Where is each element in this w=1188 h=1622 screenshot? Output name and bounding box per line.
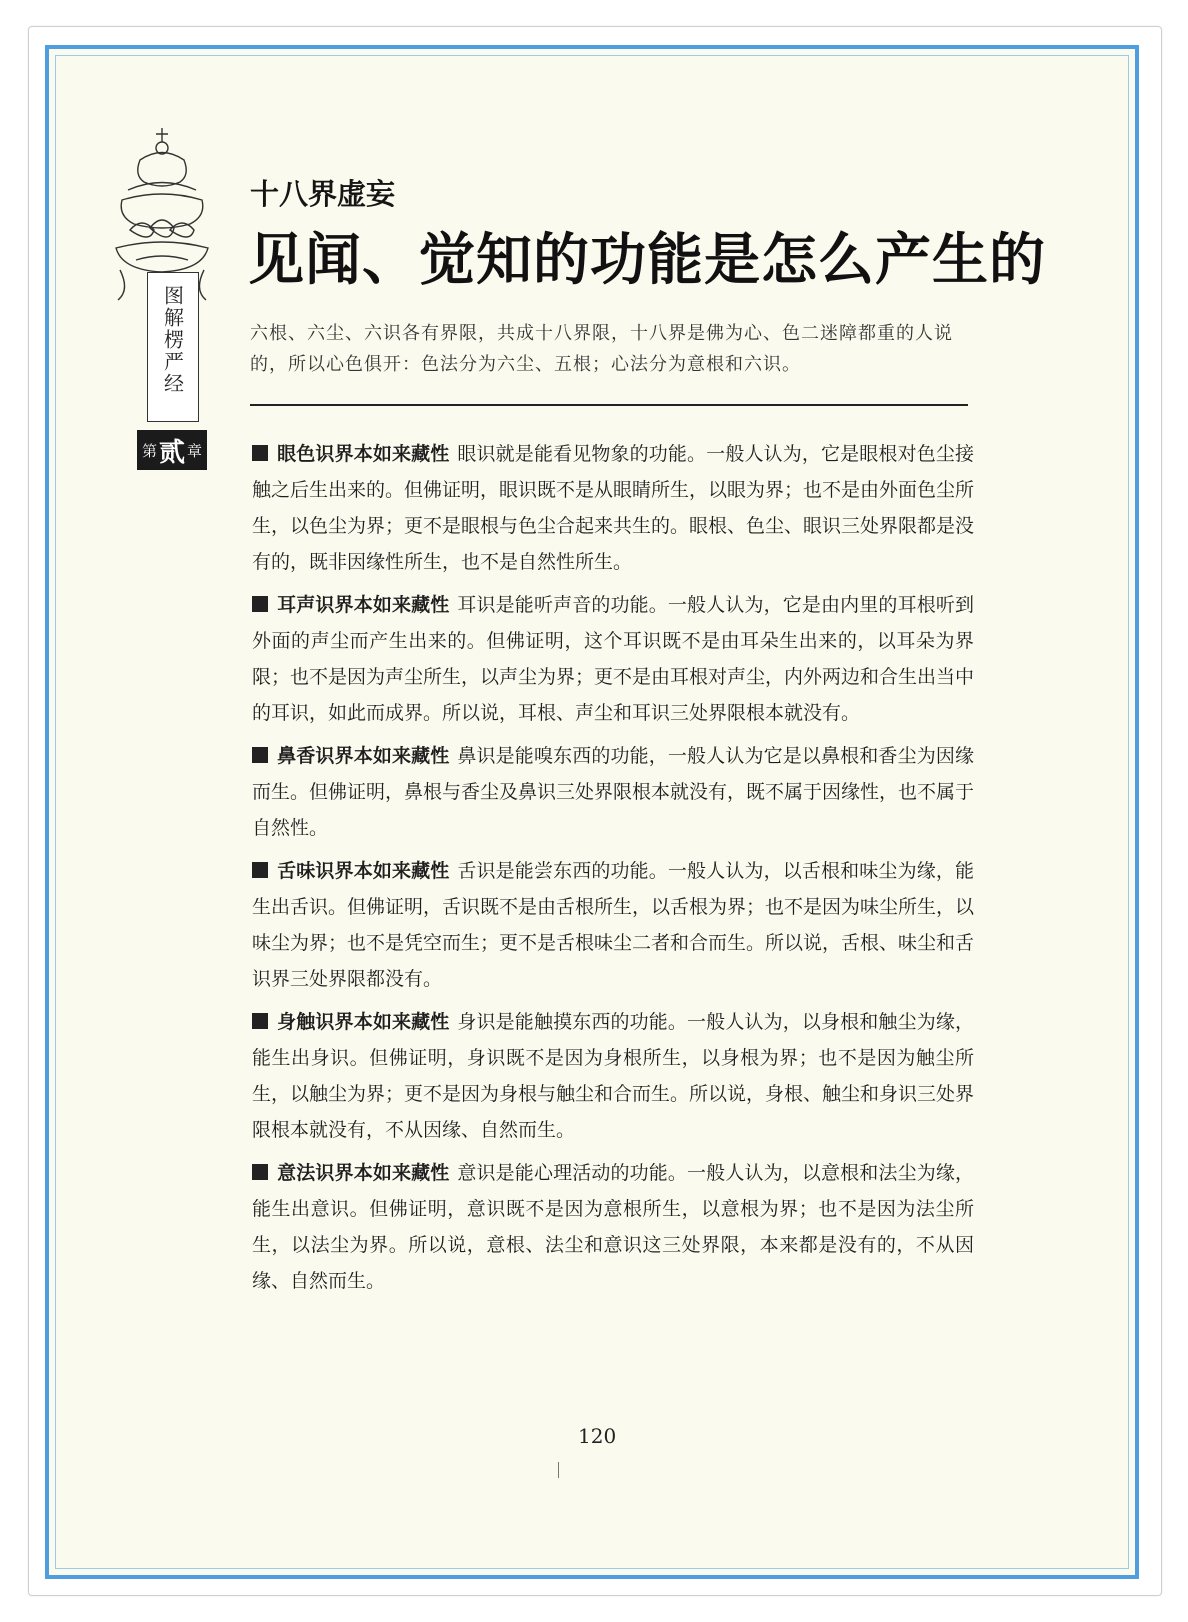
paragraph-heading: 意法识界本如来藏性 [277, 1162, 450, 1184]
square-bullet-icon [252, 596, 268, 612]
square-bullet-icon [252, 445, 268, 461]
paragraph-text: 耳识是能听声音的功能。一般人认为，它是由内里的耳根听到外面的声尘而产生出来的。但佛证明，这个耳识既不是由耳朵生出来的，以耳朵为界限；也不是因为声尘所生，以声尘为界；更不是由耳根对声尘，内外两边和合生出当中的耳识，如此而成界。所以说，耳根、声尘和耳识三处界限根本就没有。 [252, 594, 975, 724]
paragraph-tongue [252, 853, 974, 997]
chapter-suffix: 章 [187, 441, 203, 460]
paragraph-ear [252, 587, 974, 731]
paragraph-heading: 眼色识界本如来藏性 [277, 443, 450, 465]
paragraph-text: 意识是能心理活动的功能。一般人认为，以意根和法尘为缘，能生出意识。但佛证明，意识既不是因为意根所生，以意根为界；也不是因为法尘所生，以法尘为界。所以说，意根、法尘和意识这三处界限，本来都是没有的，不从因缘、自然而生。 [252, 1162, 974, 1292]
book-title-text: 图解楞严经 [160, 285, 185, 395]
paragraph-mind [252, 1155, 974, 1299]
square-bullet-icon [252, 747, 268, 763]
paragraph-heading: 舌味识界本如来藏性 [277, 860, 450, 882]
paragraph-text: 眼识就是能看见物象的功能。一般人认为，它是眼根对色尘接触之后生出来的。但佛证明，眼识既不是从眼睛所生，以眼为界；也不是由外面色尘所生，以色尘为界；更不是眼根与色尘合起来共生的。眼根、色尘、眼识三处界限都是没有的，既非因缘性所生，也不是自然性所生。 [252, 443, 975, 573]
paragraph-body [252, 1004, 974, 1148]
intro-text: 六根、六尘、六识各有界限，共成十八界限，十八界是佛为心、色二迷障都重的人说的，所以心色俱开：色法分为六尘、五根；心法分为意根和六识。 [250, 323, 953, 375]
paragraph-heading: 鼻香识界本如来藏性 [277, 745, 450, 767]
square-bullet-icon [252, 1013, 268, 1029]
section-subtitle: 十八界虚妄 [250, 177, 396, 211]
book-title-label [147, 272, 199, 422]
paragraph-eye [252, 436, 974, 580]
page-number: 120 [578, 1424, 617, 1448]
body-text [252, 436, 974, 1306]
bottom-mark [558, 1462, 559, 1478]
chapter-prefix: 第 [141, 441, 157, 460]
page-title: 见闻、觉知的功能是怎么产生的 [248, 228, 1046, 293]
paragraph-text: 舌识是能尝东西的功能。一般人认为，以舌根和味尘为缘，能生出舌识。但佛证明，舌识既不是由舌根所生，以舌根为界；也不是因为味尘所生，以味尘为界；也不是凭空而生；更不是舌根味尘二者和合而生。所以说，舌根、味尘和舌识界三处界限都没有。 [252, 860, 975, 990]
square-bullet-icon [252, 1164, 268, 1180]
paragraph-nose [252, 738, 974, 846]
paragraph-text: 鼻识是能嗅东西的功能，一般人认为它是以鼻根和香尘为因缘而生。但佛证明，鼻根与香尘及鼻识三处界限根本就没有，既不属于因缘性，也不属于自然性。 [252, 745, 975, 839]
square-bullet-icon [252, 862, 268, 878]
chapter-number: 贰 [158, 437, 185, 468]
paragraph-heading: 身触识界本如来藏性 [277, 1011, 450, 1033]
divider [250, 404, 968, 406]
chapter-badge [137, 430, 207, 470]
paragraph-text: 身识是能触摸东西的功能。一般人认为，以身根和触尘为缘，能生出身识。但佛证明，身识既不是因为身根所生，以身根为界；也不是因为触尘所生，以触尘为界；更不是因为身根与触尘和合而生。所以说，身根、触尘和身识三处界限根本就没有，不从因缘、自然而生。 [252, 1011, 975, 1141]
paragraph-heading: 耳声识界本如来藏性 [277, 594, 450, 616]
